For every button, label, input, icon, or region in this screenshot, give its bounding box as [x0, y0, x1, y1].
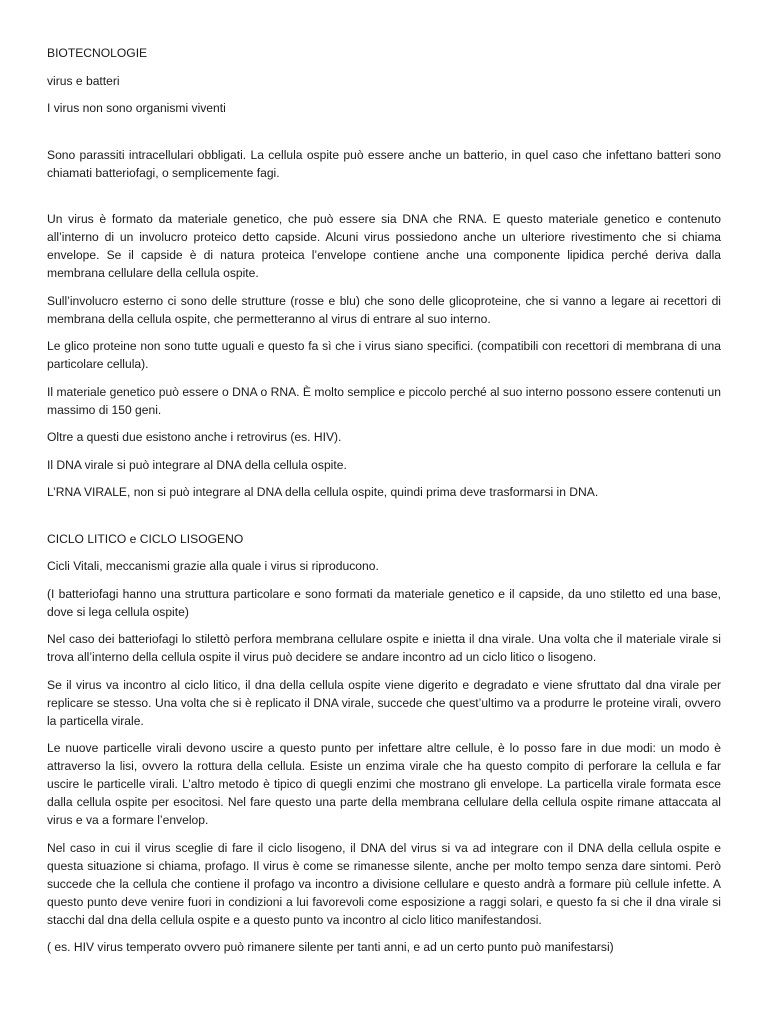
- paragraph-ciclo-litico: Se il virus va incontro al ciclo litico, il dna della cellula ospite viene digerito e degradato e viene sfruttato dal dna virale per replicare se stesso. Una volta che si è replicato il DNA virale, succede che quest’ultimo va a produrre le proteine virali, ovvero la particella virale.: [47, 677, 721, 728]
- paragraph-batteriofagi: (I batteriofagi hanno una struttura particolare e sono formati da materiale genetico e il capside, da uno stiletto ed una base, dove si lega cellula ospite): [47, 586, 721, 619]
- document-subtitle: virus e batteri: [47, 73, 120, 88]
- spacer: [47, 191, 721, 210]
- paragraph-stiletto: Nel caso dei batteriofagi lo stilettò perfora membrana cellulare ospite e inietta il dna virale. Una volta che il materiale virale si trova all’interno della cellula ospite il virus può decidere se andare incontro ad un ciclo litico o lisogeno.: [47, 632, 721, 664]
- spacer: [47, 511, 721, 530]
- paragraph-glicoproteine: Sull’involucro esterno ci sono delle strutture (rosse e blu) che sono delle glicoproteine, che si vanno a legare ai recettori di membrana della cellula ospite, che permetteranno al virus di entrare al suo interno.: [47, 293, 721, 326]
- section-heading-ciclo: CICLO LITICO e CICLO LISOGENO: [47, 531, 244, 546]
- paragraph-dna-virale: Il DNA virale si può integrare al DNA della cellula ospite.: [47, 457, 347, 472]
- paragraph-rna-virale: L’RNA VIRALE, non si può integrare al DNA della cellula ospite, quindi prima deve trasformarsi in DNA.: [47, 485, 599, 499]
- paragraph-cicli-vitali: Cicli Vitali, meccanismi grazie alla quale i virus si riproducono.: [47, 559, 379, 573]
- intro-statement: I virus non sono organismi viventi: [47, 101, 226, 115]
- paragraph-parassiti: Sono parassiti intracellulari obbligati. La cellula ospite può essere anche un batterio, in quel caso che infettano batteri sono chiamati batteriofagi, o semplicemente fagi.: [47, 147, 721, 180]
- document-title: BIOTECNOLOGIE: [47, 46, 148, 60]
- spacer: [47, 127, 721, 146]
- paragraph-ciclo-lisogeno: Nel caso in cui il virus sceglie di fare il ciclo lisogeno, il DNA del virus si va ad integrare con il DNA della cellula ospite e questa situazione si chiama, profago. Il virus è come se rimanesse silente, anche per molto tempo senza dare sintomi. Però succede che la cellula che contiene il profago va incontro a divisione cellulare e questo andrà a formare più cellule infette. A questo punto deve venire fuori in condizioni a lui favorevoli come esposizione a raggi solari, e questo fa si che il dna virale si stacchi dal dna della cellula ospite e a questo punto va incontro al ciclo litico manifestandosi.: [47, 840, 721, 927]
- paragraph-nuove-particelle: Le nuove particelle virali devono uscire a questo punto per infettare altre cellule, è lo posso fare in due modi: un modo è attraverso la lisi, ovvero la rottura della cellula. Esiste un enzima virale che ha questo compito di perforare la cellula e far uscire le particelle virali. L’altro metodo è tipico di quegli enzimi che mostrano gli envelope. La particella virale formata esce dalla cellula ospite per esocitosi. Nel fare questo una parte della membrana cellulare della cellula ospite rimane attaccata al virus e va a formare l’envelop.: [47, 741, 721, 827]
- paragraph-materiale-genetico: Il materiale genetico può essere o DNA o RNA. È molto semplice e piccolo perché al suo interno possono essere contenuti un massimo di 150 geni.: [47, 384, 721, 417]
- document-page: [47, 44, 721, 966]
- paragraph-retrovirus: Oltre a questi due esistono anche i retrovirus (es. HIV).: [47, 430, 342, 444]
- paragraph-specificita: Le glico proteine non sono tutte uguali e questo fa sì che i virus siano specifici. (compatibili con recettori di membrana di una particolare cellula).: [47, 339, 721, 371]
- paragraph-struttura-virus: Un virus è formato da materiale genetico, che può essere sia DNA che RNA. E questo materiale genetico e contenuto all’interno di un involucro proteico detto capside. Alcuni virus possiedono anche un ulteriore rivestimento che si chiama envelope. Se il capside è di natura proteica l’envelope contiene anche una componente lipidica perché deriva dalla membrana cellulare della cellula ospite.: [47, 212, 721, 280]
- paragraph-hiv-note: ( es. HIV virus temperato ovvero può rimanere silente per tanti anni, e ad un certo punto può manifestarsi): [47, 940, 614, 954]
